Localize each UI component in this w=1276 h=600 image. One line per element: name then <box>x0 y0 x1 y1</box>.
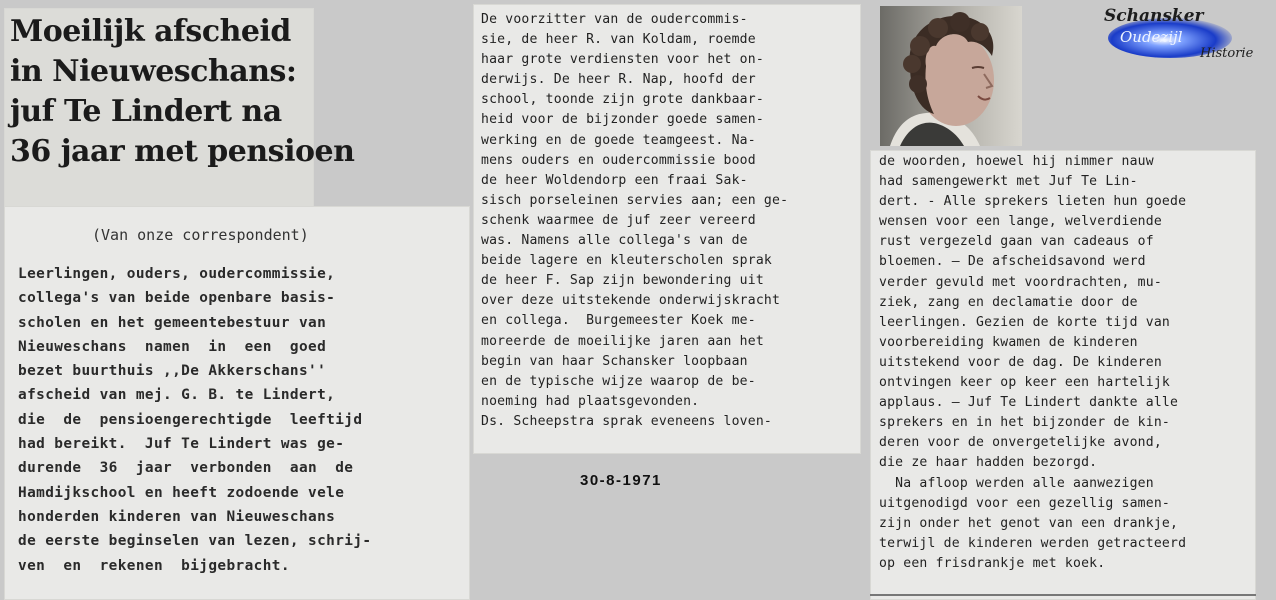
headline: Moeilijk afscheid in Nieuweschans: juf Te Lindert na 36 jaar met pensioen <box>10 14 355 169</box>
article-column-2: De voorzitter van de oudercommis- sie, de heer R. van Koldam, roemde haar grote verdiensten voor het on- derwijs. De heer R. Nap, hoofd der school, toonde zijn grote dankbaar- heid voor de bijzonder goede samen- werking en de goede teamgeest. Na- mens ouders en oudercommissie bood de heer Woldendorp een fraai Sak- sisch porseleinen servies aan; een ge- schenk waarmee de juf zeer vereerd was. Namens alle collega's van de beide lagere en kleuterscholen sprak de heer F. Sap zijn bewondering uit over deze uitstekende onderwijskracht en collega. Burgemeester Koek me- moreerde de moeilijke jaren aan het begin van haar Schansker loopbaan en de typische wijze waarop de be- noeming had plaatsgevonden. Ds. Scheepstra sprak eveneens loven- <box>481 12 789 429</box>
portrait-photo-icon <box>880 6 1022 146</box>
article-column-1: Leerlingen, ouders, oudercommissie, collega's van beide openbare basis- scholen en het gemeentebestuur van Nieuweschans namen in een goed bezet buurthuis ,,De Akkerschans'' afscheid van mej. G. B. te Lindert, die de pensioengerechtigde leeftijd had bereikt. Juf Te Lindert was ge- durende 36 jaar verbonden aan de Hamdijkschool en heeft zodoende vele honderden kinderen van Nieuweschans de eerste beginselen van lezen, schrij- ven en rekenen bijgebracht. <box>18 266 372 574</box>
logo-text-historie: Historie <box>1200 46 1254 61</box>
portrait-photo <box>880 6 1022 146</box>
byline: (Van onze correspondent) <box>92 226 309 244</box>
schansker-oudezijl-historie-logo <box>1100 6 1272 64</box>
logo-text-oudezijl: Oudezijl <box>1120 28 1183 46</box>
article-column-3: de woorden, hoewel hij nimmer nauw had samengewerkt met Juf Te Lin- dert. - Alle sprekers lieten hun goede wensen voor een lange, welverdiende rust vergezeld gaan van cadeaus of bloemen. — De afscheidsavond werd verder gevuld met voordrachten, mu- ziek, zang en declamatie door de leerlingen. Gezien de korte tijd van voorbereiding kwamen de kinderen uitstekend voor de dag. De kinderen ontvingen keer op keer een hartelijk applaus. — Juf Te Lindert dankte alle sprekers en in het bijzonder de kin- deren voor de onvergetelijke avond, die ze haar hadden bezorgd. Na afloop werden alle aanwezigen uitgenodigd voor een gezellig samen- zijn onder het genot van een drankje, terwijl de kinderen werden getracteerd op een frisdrankje met koek. <box>879 154 1187 571</box>
headline-clipping <box>4 8 355 208</box>
column-divider <box>870 594 1256 596</box>
logo-text-schansker: Schansker <box>1104 6 1204 26</box>
publication-date: 30-8-1971 <box>580 472 662 489</box>
